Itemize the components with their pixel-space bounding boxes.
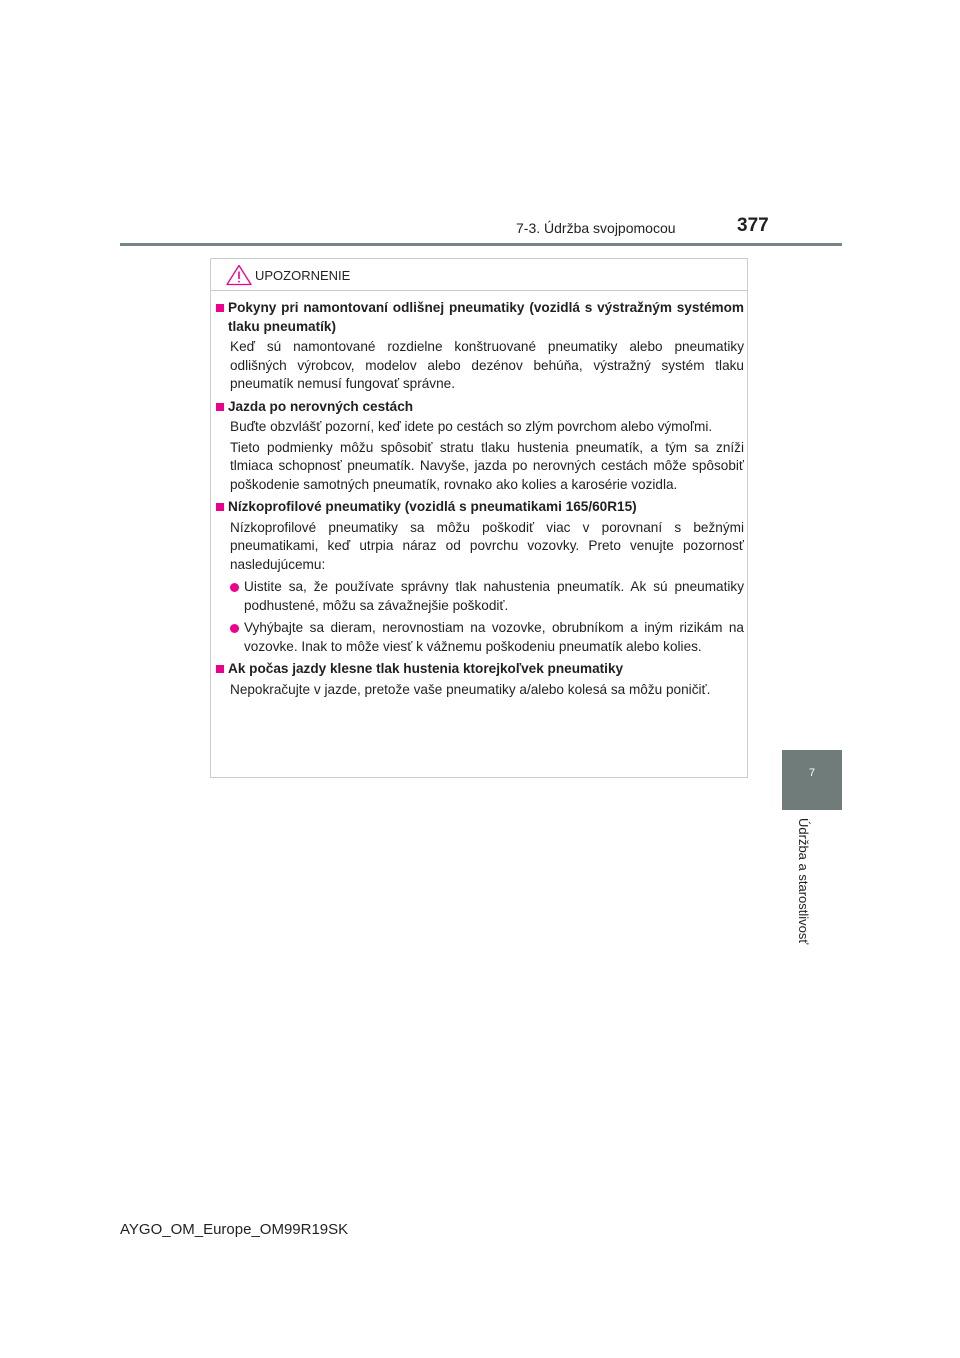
item-paragraph: Nepokračujte v jazde, pretože vaše pneumatiky a/alebo kolesá sa môžu poničiť. [230, 681, 711, 697]
item-paragraph: Tieto podmienky môžu spôsobiť stratu tlaku hustenia pneumatík, a tým sa zníži tlmiaca schopnosť pneumatík. Navyše, jazda po nerovných cestách môže spôsobiť poškodenie samotných pneumatík, rovnako ako kolies a karosérie vozidla. [230, 439, 744, 492]
bullet-text: Uistite sa, že používate správny tlak nahustenia pneumatík. Ak sú pneumatiky podhustené, môžu sa závažnejšie poškodiť. [244, 579, 744, 613]
header-divider [120, 243, 842, 246]
page-number: 377 [737, 215, 769, 236]
item-paragraph: Buďte obzvlášť pozorní, keď idete po cestách so zlým povrchom alebo výmoľmi. [230, 419, 713, 434]
round-bullet-icon [230, 624, 239, 633]
chapter-tab: 7 [782, 750, 842, 810]
item-paragraph: Keď sú namontované rozdielne konštruované pneumatiky alebo pneumatiky odlišných výrobcov, modelov alebo dezénov behúňa, výstražný systém tlaku pneumatík nemusí fungovať správne. [230, 339, 744, 391]
document-id: AYGO_OM_Europe_OM99R19SK [120, 1221, 349, 1238]
square-bullet-icon [216, 403, 224, 411]
warning-label: UPOZORNENIE [255, 267, 351, 283]
bullet-text: Vyhýbajte sa dieram, nerovnostiam na vozovke, obrubníkom a iným rizikám na vozovke. Inak to môže viesť k vážnemu poškodeniu pneumatík alebo kolies. [244, 620, 744, 654]
square-bullet-icon [216, 503, 224, 511]
warning-item-low-profile-tires [216, 498, 744, 656]
square-bullet-icon [216, 304, 224, 312]
item-paragraph: Nízkoprofilové pneumatiky sa môžu poškodiť viac v porovnaní s bežnými pneumatikami, keď utrpia náraz od povrchu vozovky. Preto venujte pozornosť nasledujúcemu: [230, 519, 744, 572]
warning-item-pressure-drop [216, 660, 744, 699]
item-title: Ak počas jazdy klesne tlak hustenia ktorejkoľvek pneumatiky [228, 661, 624, 676]
warning-item-rough-roads [216, 398, 744, 495]
round-bullet-icon [230, 583, 239, 592]
item-title: Jazda po nerovných cestách [228, 398, 414, 414]
warning-header [225, 264, 350, 286]
warning-box [210, 258, 748, 778]
warning-header-divider [211, 290, 747, 291]
list-item [216, 578, 744, 615]
warning-body [216, 299, 744, 703]
list-item [216, 619, 744, 656]
square-bullet-icon [216, 665, 224, 673]
warning-item-mixed-tires [216, 299, 744, 394]
warning-triangle-icon [225, 264, 253, 286]
item-title: Nízkoprofilové pneumatiky (vozidlá s pneumatikami 165/60R15) [228, 499, 637, 514]
section-title: 7-3. Údržba svojpomocou [516, 220, 676, 236]
item-title: Pokyny pri namontovaní odlišnej pneumatiky (vozidlá s výstražným systémom tlaku pneumatík) [228, 300, 744, 334]
chapter-title: Údržba a starostlivosť [796, 818, 811, 945]
